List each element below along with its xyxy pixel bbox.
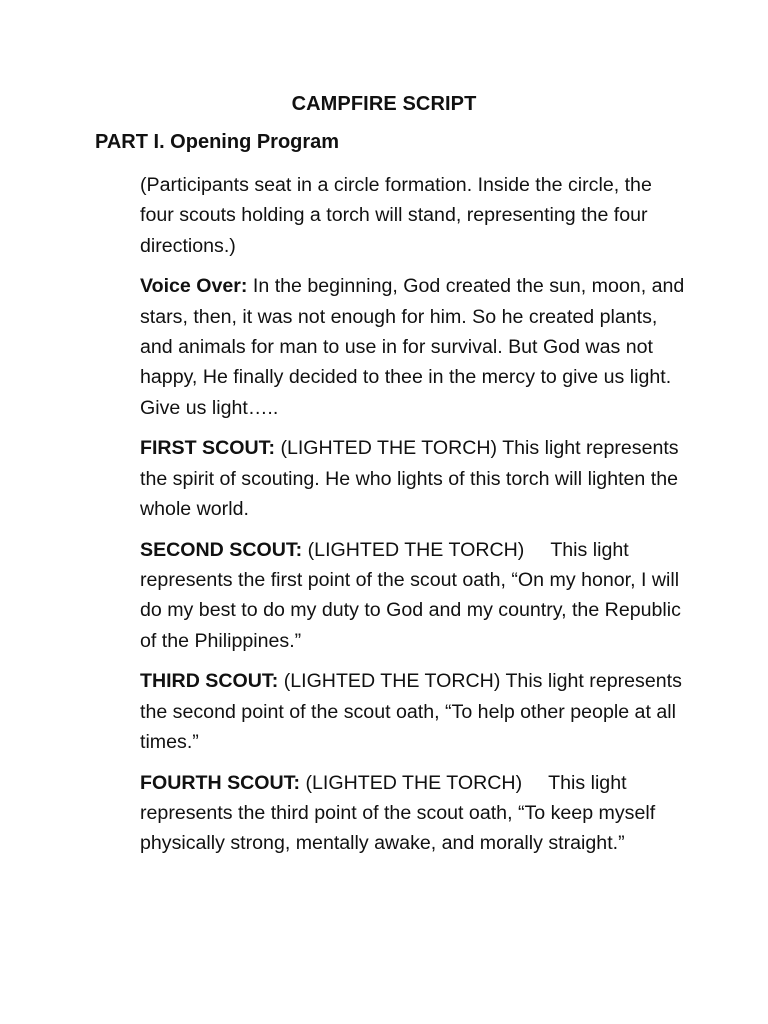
- paragraph-text: (Participants seat in a circle formation. Inside the circle, the four scouts holding a torch will stand, representing the four directions.): [140, 174, 652, 257]
- stage-direction: (LIGHTED THE TORCH): [305, 771, 523, 794]
- stage-direction: (LIGHTED THE TORCH): [307, 538, 525, 561]
- paragraph-text: This light represents the second point of the scout oath, “To help other people at all times.”: [140, 670, 682, 754]
- fourth-scout-paragraph: [140, 768, 685, 859]
- document-title: CAMPFIRE SCRIPT: [291, 93, 477, 115]
- paragraph-text: This light represents the third point of the scout oath, “To keep myself physically strong, mentally awake, and morally straight.”: [140, 771, 656, 855]
- stage-direction: (LIGHTED THE TORCH): [280, 437, 498, 460]
- speaker-label: THIRD SCOUT:: [140, 670, 279, 693]
- speaker-label: SECOND SCOUT:: [140, 538, 303, 561]
- speaker-label: FOURTH SCOUT:: [140, 771, 301, 794]
- first-scout-paragraph: [140, 433, 685, 524]
- script-body: [140, 170, 685, 869]
- second-scout-paragraph: [140, 535, 685, 656]
- stage-direction: (LIGHTED THE TORCH): [283, 670, 501, 693]
- part-heading: PART I. Opening Program: [95, 131, 340, 153]
- voice-over-paragraph: [140, 271, 685, 422]
- speaker-label: Voice Over:: [140, 275, 248, 298]
- speaker-label: FIRST SCOUT:: [140, 437, 275, 460]
- paragraph-text: In the beginning, God created the sun, moon, and stars, then, it was not enough for him. So he created plants, and animals for man to use in for survival. But God was not happy, He finally decided to thee in the mercy to give us light. Give us light…..: [140, 275, 685, 419]
- third-scout-paragraph: [140, 666, 685, 757]
- paragraph-text: This light represents the first point of the scout oath, “On my honor, I will do my best to do my duty to God and my country, the Republic of the Philippines.”: [140, 538, 681, 652]
- stage-direction-paragraph: [140, 170, 685, 261]
- paragraph-text: This light represents the spirit of scouting. He who lights of this torch will lighten the whole world.: [140, 437, 679, 520]
